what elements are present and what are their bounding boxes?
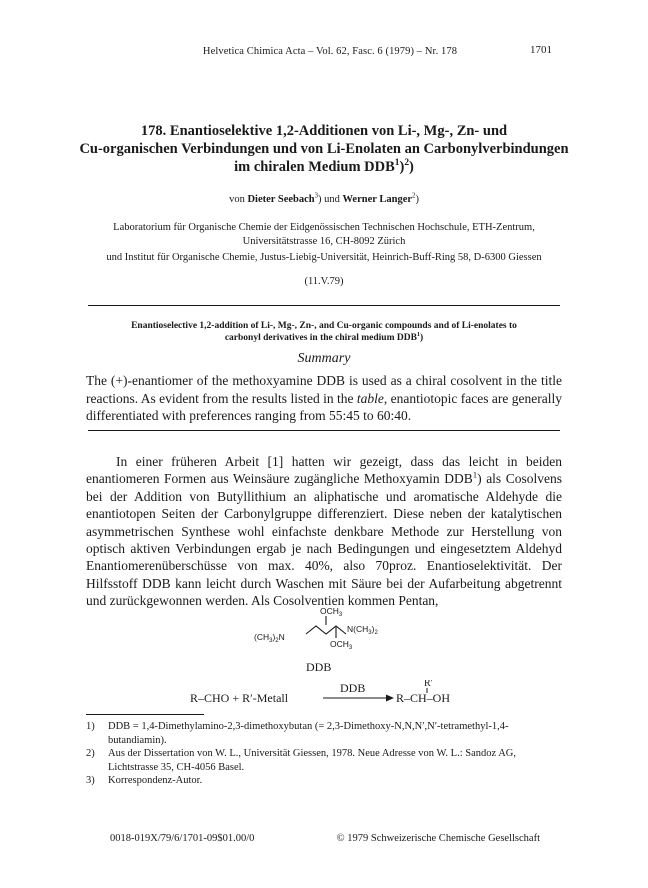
arrow-head-icon — [386, 695, 394, 702]
summary-text: The (+)-enantiomer of the methoxyamine DDB is used as a chiral cosolvent in the title reactions. As evident from the results listed in the table, enantiotopic faces are generally differentiated with preferences ranging from 55:45 to 60:40. — [86, 373, 563, 423]
page-number: 1701 — [530, 44, 552, 56]
title-line-1: 178. Enantioselektive 1,2-Additionen von Li-, Mg-, Zn- und — [140, 123, 508, 139]
title-line-3: im chiralen Medium DDB$^1$)$^2$) — [234, 158, 414, 175]
affiliation-giessen: und Institut für Organische Chemie, Justus-Liebig-Universität, Heinrich-Buff-Ring 58, D-6300 Giessen — [106, 252, 542, 263]
methoxy-group-top: $OCH_3$ — [320, 606, 343, 618]
reagent-text: DDB — [340, 681, 366, 695]
english-title: Enantioselective 1,2-addition of Li-, Mg-, Zn-, and Cu-organic compounds and of Li-enolates to carbonyl derivatives in the chiral medium DDB$^1$) — [131, 321, 517, 343]
summary-heading: Summary — [297, 351, 351, 366]
publication-footer — [110, 833, 540, 844]
author-name: Werner Langer — [342, 194, 413, 205]
dimethylamino-group-right: $N(CH_3)_2$ — [347, 624, 378, 636]
article-title — [70, 122, 578, 176]
issn-code: 0018-019X/79/6/1701-09$01.00/0 — [110, 833, 255, 844]
structure-label: DDB — [306, 660, 332, 674]
reactants-text: R–CHO + R′-Metall — [190, 691, 289, 705]
ddb-structure-diagram — [252, 604, 412, 672]
footnote: 3) Korrespondenz-Autor. — [86, 775, 203, 786]
copyright-notice: © 1979 Schweizerische Chemische Gesellschaft — [336, 833, 540, 844]
dimethylamino-group-left: $(CH_3)_2N$ — [254, 632, 285, 644]
title-line-2: Cu-organischen Verbindungen und von Li-Enolaten an Carbonylverbindungen — [79, 141, 569, 157]
product-substituent: R′ — [424, 680, 433, 689]
carbon-chain-bonds — [306, 626, 346, 634]
affiliation-eth: Laboratorium für Organische Chemie der Eidgenössischen Technischen Hochschule, ETH-Zentrum, Universitätstrasse 16, CH-8092 Zürich — [113, 222, 535, 247]
footnote: 2) Aus der Dissertation von W. L., Universität Giessen, 1978. Neue Adresse von W. L.: Sandoz AG, Lichtstrasse 35, CH-4056 Basel. — [86, 748, 516, 773]
author-name: Dieter Seebach — [247, 194, 315, 205]
author-line: von Dieter Seebach$^3$) und Werner Langer$^2$) — [229, 192, 419, 205]
footnotes — [86, 720, 564, 788]
methoxy-group-bottom: $OCH_3$ — [330, 639, 353, 651]
product-text: R–CH–OH — [396, 691, 451, 705]
footnote-rule — [86, 714, 204, 715]
divider-top — [88, 305, 560, 306]
running-head: Helvetica Chimica Acta – Vol. 62, Fasc. 6 (1979) – Nr. 178 — [202, 46, 458, 57]
received-date: (11.V.79) — [304, 276, 344, 287]
reaction-scheme — [190, 680, 510, 710]
divider-bottom — [88, 430, 560, 431]
body-paragraph: In einer früheren Arbeit [1] hatten wir gezeigt, dass das leicht in beiden enantiomeren Formen aus Weinsäure zugängliche Methoxyamin DDB$^1$) als Cosolvens bei der Addition von Butyllithium an aliphatische und aromatische Aldehyde die enantiotopen Seiten der Carbonylgruppe differenziert. Diese neben der katalytischen asymmetrischen Synthese wohl einfachste denkbare Methode zur Herstellung von optisch aktiven Verbindungen ergab je nach Bedingungen und eingesetztem Aldehyd Enantiomerenüberschüsse von max. 40%, also 70proz. Enantioselektivität. Der Hilfsstoff DDB kann leicht durch Waschen mit Säure bei der Aufarbeitung abgetrennt und zurückgewonnen werden. Als Cosolventien kommen Pentan, — [86, 454, 563, 609]
footnote: 1) DDB = 1,4-Dimethylamino-2,3-dimethoxybutan (= 2,3-Dimethoxy-N,N,N′,N′-tetramethyl-1,4-butandiamin). — [86, 721, 509, 746]
